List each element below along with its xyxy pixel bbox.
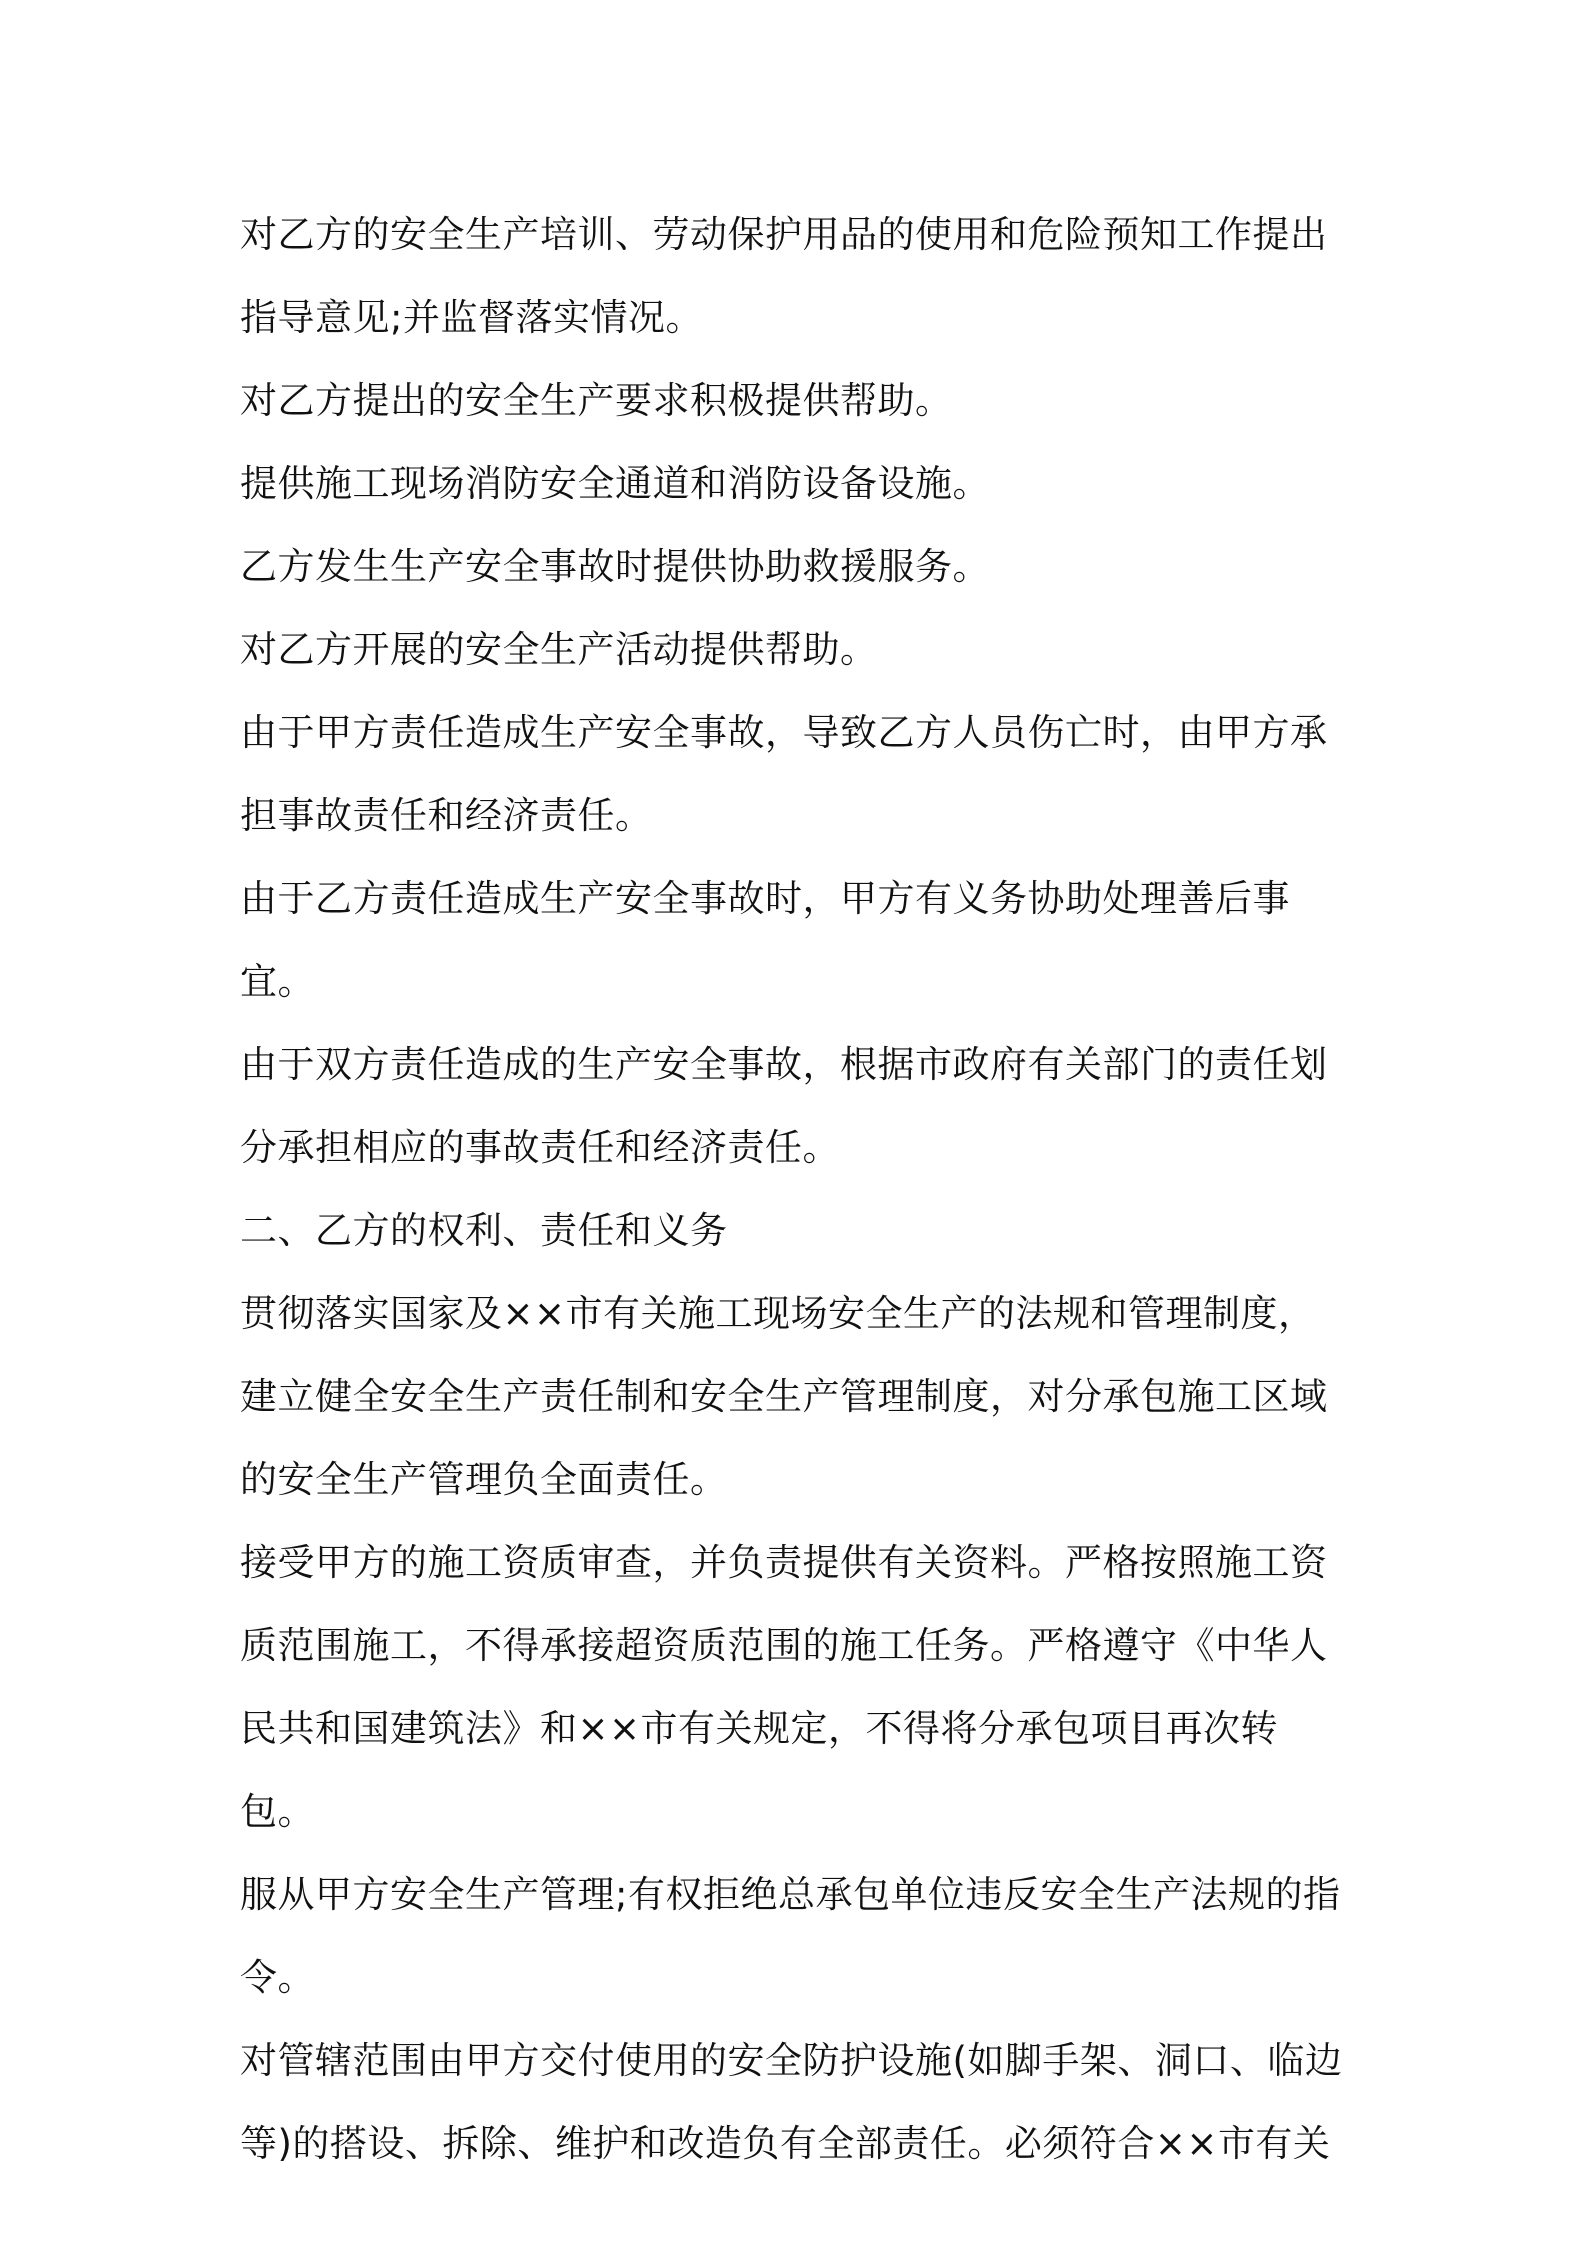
paragraph-protection-facilities: 对管辖范围由甲方交付使用的安全防护设施(如脚手架、洞口、临边等)的搭设、拆除、维护和改造负有全部责任。必须符合××市有关 xyxy=(240,2039,1343,2165)
paragraph-assistance: 对乙方提出的安全生产要求积极提供帮助。 xyxy=(240,379,953,422)
paragraph-joint-liability: 由于双方责任造成的生产安全事故，根据市政府有关部门的责任划分承担相应的事故责任和经济责任。 xyxy=(240,1043,1328,1169)
paragraph-party-a-liability: 由于甲方责任造成生产安全事故，导致乙方人员伤亡时，由甲方承担事故责任和经济责任。 xyxy=(240,711,1328,837)
paragraph-party-b-liability: 由于乙方责任造成生产安全事故时，甲方有义务协助处理善后事宜。 xyxy=(240,877,1290,1003)
paragraph-compliance: 服从甲方安全生产管理;有权拒绝总承包单位违反安全生产法规的指令。 xyxy=(240,1873,1341,1999)
paragraph-activities: 对乙方开展的安全生产活动提供帮助。 xyxy=(240,628,878,671)
section-heading: 二、乙方的权利、责任和义务 xyxy=(240,1209,728,1252)
paragraph-guidance: 对乙方的安全生产培训、劳动保护用品的使用和危险预知工作提出指导意见;并监督落实情况。 xyxy=(240,213,1328,339)
paragraph-qualification: 接受甲方的施工资质审查，并负责提供有关资料。严格按照施工资质范围施工，不得承接超资质范围的施工任务。严格遵守《中华人民共和国建筑法》和××市有关规定，不得将分承包项目再次转包。 xyxy=(240,1541,1328,1833)
paragraph-rescue: 乙方发生生产安全事故时提供协助救援服务。 xyxy=(240,545,990,588)
document-body xyxy=(240,193,1352,2185)
paragraph-fire-safety: 提供施工现场消防安全通道和消防设备设施。 xyxy=(240,462,990,505)
paragraph-regulations: 贯彻落实国家及××市有关施工现场安全生产的法规和管理制度，建立健全安全生产责任制和安全生产管理制度，对分承包施工区域的安全生产管理负全面责任。 xyxy=(240,1292,1328,1501)
